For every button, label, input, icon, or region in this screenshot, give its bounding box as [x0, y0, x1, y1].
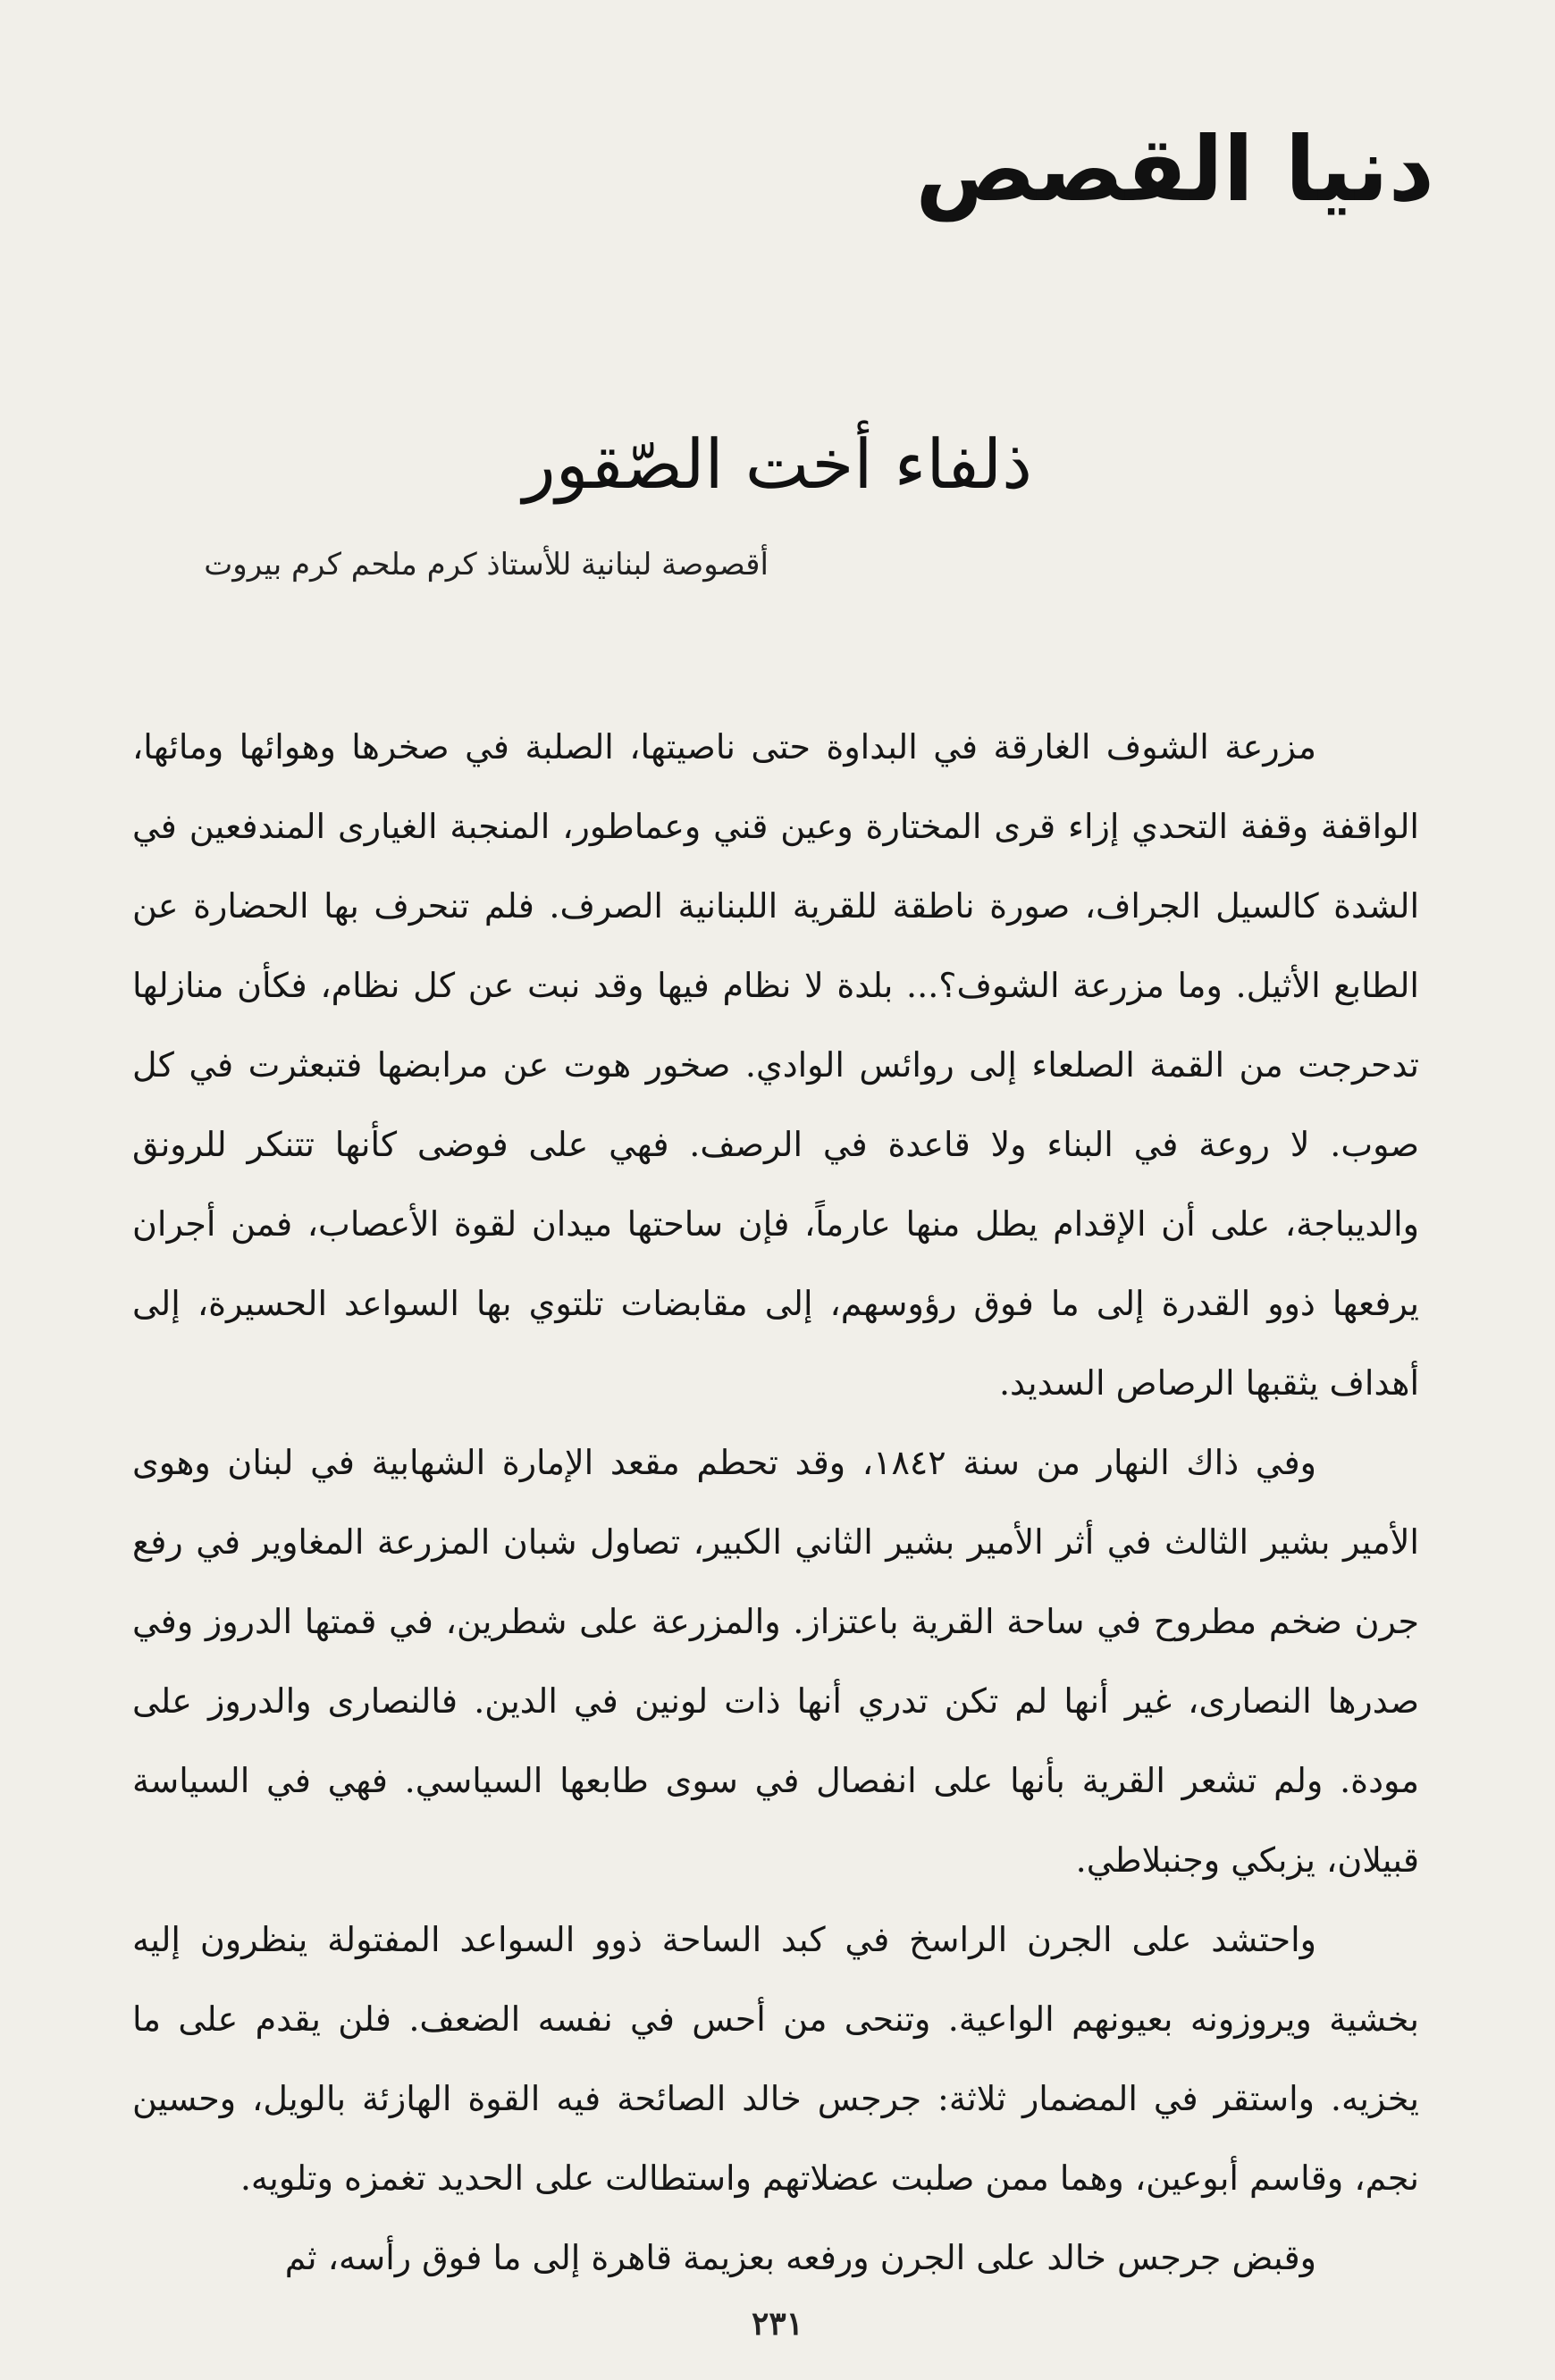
- page-number: ٢٣١: [751, 2305, 803, 2342]
- paragraph: وقبض جرجس خالد على الجرن ورفعه بعزيمة قاهرة إلى ما فوق رأسه، ثم: [284, 2238, 1316, 2277]
- paragraph: مزرعة الشوف الغارقة في البداوة حتى ناصيتها، الصلبة في صخرها وهوائها ومائها، الواقفة وقفة التحدي إزاء قرى المختارة وعين قني وعماطور، المنجبة الغيارى المندفعين في الشدة كالسيل الجراف، صورة ناطقة للقرية اللبنانية الصرف. فلم تنحرف بها الحضارة عن الطابع الأثيل. وما مزرعة الشوف؟... بلدة لا نظام فيها وقد نبت عن كل نظام، فكأن منازلها تدحرجت من القمة الصلعاء إلى روائس الوادي. صخور هوت عن مرابضها فتبعثرت في كل صوب. لا روعة في البناء ولا قاعدة في الرصف. فهي على فوضى كأنها تتنكر للرونق والديباجة، على أن الإقدام يطل منها عارماً، فإن ساحتها ميدان لقوة الأعصاب، فمن أجران يرفعها ذوو القدرة إلى ما فوق رؤوسهم، إلى مقابضات تلتوي بها السواعد الحسيرة، إلى أهداف يثقبها الرصاص السديد.: [132, 727, 1419, 1403]
- body-text: [132, 708, 1419, 2298]
- paragraph: واحتشد على الجرن الراسخ في كبد الساحة ذوو السواعد المفتولة ينظرون إليه بخشية ويروزونه بعيونهم الواعية. وتنحى من أحس في نفسه الضعف. فلن يقدم على ما يخزيه. واستقر في المضمار ثلاثة: جرجس خالد الصائحة فيه القوة الهازئة بالويل، وحسين نجم، وقاسم أبوعين، وهما ممن صلبت عضلاتهم واستطالت على الحديد تغمزه وتلويه.: [132, 1920, 1419, 2198]
- paragraph: وفي ذاك النهار من سنة ١٨٤٢، وقد تحطم مقعد الإمارة الشهابية في لبنان وهوى الأمير بشير الثالث في أثر الأمير بشير الثاني الكبير، تصاول شبان المزرعة المغاوير في رفع جرن ضخم مطروح في ساحة القرية باعتزاز. والمزرعة على شطرين، في قمتها الدروز وفي صدرها النصارى، غير أنها لم تكن تدري أنها ذات لونين في الدين. فالنصارى والدروز على مودة. ولم تشعر القرية بأنها على انفصال في سوى طابعها السياسي. فهي في السياسة قبيلان، يزبكي وجنبلاطي.: [132, 1443, 1419, 1880]
- running-head: دنيا القصص: [915, 117, 1434, 222]
- story-subtitle: أقصوصة لبنانية للأستاذ كرم ملحم كرم بيروت: [204, 547, 769, 582]
- story-title: ذلفاء أخت الصّقور: [523, 424, 1032, 504]
